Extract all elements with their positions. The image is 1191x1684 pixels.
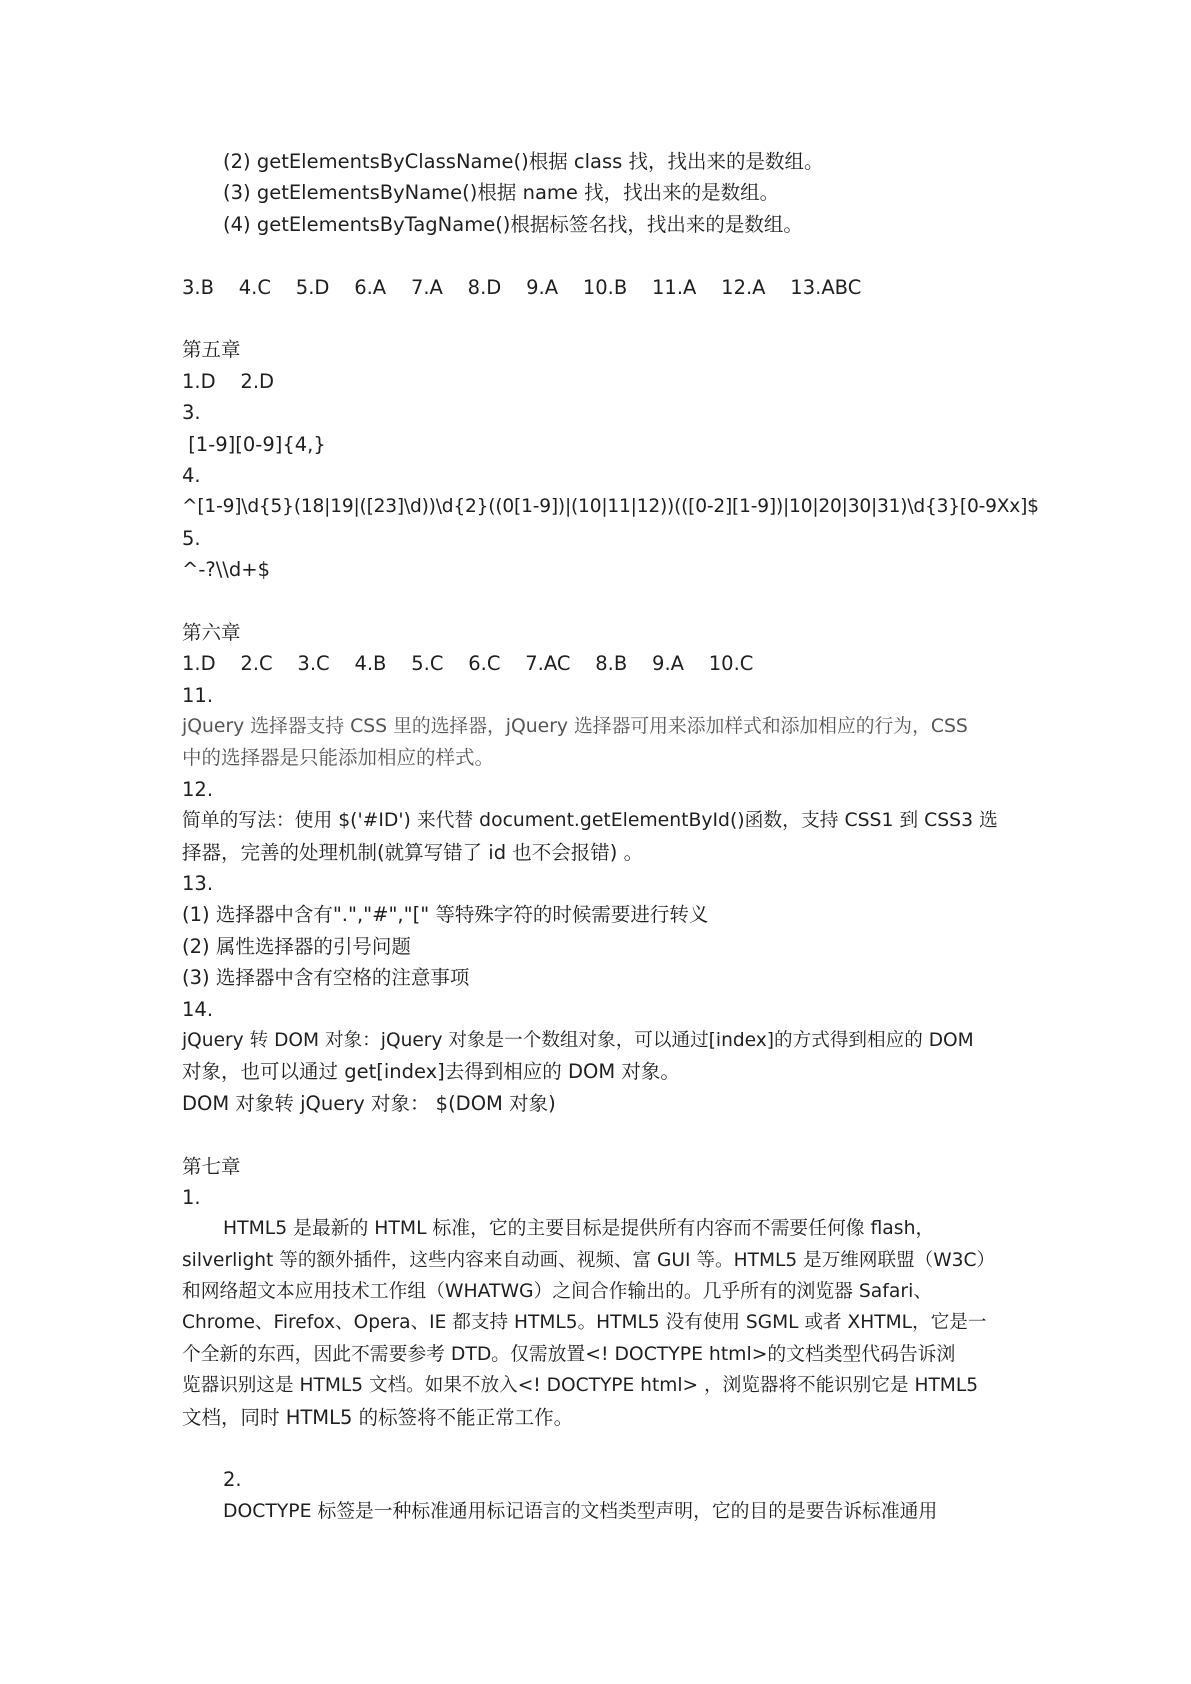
answer-text: jQuery 转 DOM 对象：jQuery 对象是一个数组对象，可以通过[index]的方式得到相应的 DOM — [182, 1029, 974, 1051]
chapter-title: 第六章 — [182, 620, 241, 644]
question-number: 1. — [182, 1185, 201, 1209]
paragraph-line: 览器识别这是 HTML5 文档。如果不放入<! DOCTYPE html> ，浏览器将不能识别它是 HTML5 — [182, 1375, 979, 1397]
answer-text: [1-9][0-9]{4,} — [182, 432, 326, 456]
answer-text: ^[1-9]\d{5}(18|19|([23]\d))\d{2}((0[1-9])|(10|11|12))(([0-2][1-9])|10|20|30|31)\d{3}[0-9Xx]$ — [182, 496, 1039, 518]
question-number: 13. — [182, 871, 214, 895]
paragraph-line: 个全新的东西，因此不需要参考 DTD。仅需放置<! DOCTYPE html>的文档类型代码告诉浏 — [182, 1343, 956, 1365]
list-item: (1) 选择器中含有".","#","[" 等特殊字符的时候需要进行转义 — [182, 903, 709, 927]
answer-text: 中的选择器是只能添加相应的样式。 — [182, 746, 495, 770]
list-item: (3) 选择器中含有空格的注意事项 — [182, 966, 470, 990]
question-number: 5. — [182, 526, 201, 550]
answer-key: 1.D 2.D — [182, 369, 275, 393]
list-item: (4) getElementsByTagName()根据标签名找，找出来的是数组。 — [223, 212, 803, 236]
question-number: 12. — [182, 777, 214, 801]
paragraph-line: DOCTYPE 标签是一种标准通用标记语言的文档类型声明，它的目的是要告诉标准通用 — [223, 1500, 938, 1522]
paragraph-line: silverlight 等的额外插件，这些内容来自动画、视频、富 GUI 等。HTML5 是万维网联盟（W3C） — [182, 1249, 996, 1271]
list-item: (2) 属性选择器的引号问题 — [182, 934, 411, 958]
spacer — [182, 240, 1022, 271]
answer-text: ^-?\\d+$ — [182, 558, 270, 582]
answer-text: 简单的写法：使用 $('#ID') 来代替 document.getElementById()函数，支持 CSS1 到 CSS3 选 — [182, 810, 998, 832]
answer-text: jQuery 选择器支持 CSS 里的选择器，jQuery 选择器可用来添加样式和添加相应的行为，CSS — [182, 716, 968, 738]
answer-key: 1.D 2.C 3.C 4.B 5.C 6.C 7.AC 8.B 9.A 10.C — [182, 652, 754, 676]
paragraph-line: HTML5 是最新的 HTML 标准，它的主要目标是提供所有内容而不需要任何像 flash， — [223, 1218, 935, 1240]
list-item: (2) getElementsByClassName()根据 class 找，找出来的是数组。 — [223, 150, 824, 173]
answer-text: 对象，也可以通过 get[index]去得到相应的 DOM 对象。 — [182, 1060, 680, 1084]
answer-text: DOM 对象转 jQuery 对象： $(DOM 对象) — [182, 1091, 556, 1115]
spacer — [182, 585, 1022, 616]
question-number: 11. — [182, 683, 214, 707]
question-number: 2. — [223, 1468, 242, 1492]
paragraph-line: 和网络超文本应用技术工作组（WHATWG）之间合作输出的。几乎所有的浏览器 Safari、 — [182, 1281, 933, 1303]
question-number: 14. — [182, 997, 214, 1021]
question-number: 3. — [182, 401, 201, 425]
spacer — [182, 1119, 1022, 1150]
spacer — [182, 1433, 1022, 1464]
chapter-title: 第五章 — [182, 338, 241, 362]
chapter-title: 第七章 — [182, 1154, 241, 1178]
spacer — [182, 303, 1022, 334]
list-item: (3) getElementsByName()根据 name 找，找出来的是数组。 — [223, 181, 780, 205]
answer-key: 3.B 4.C 5.D 6.A 7.A 8.D 9.A 10.B 11.A 12.A 13.ABC — [182, 275, 862, 299]
question-number: 4. — [182, 463, 201, 487]
document-page — [182, 146, 1039, 1527]
paragraph-line: 文档，同时 HTML5 的标签将不能正常工作。 — [182, 1405, 574, 1429]
answer-text: 择器，完善的处理机制(就算写错了 id 也不会报错) 。 — [182, 840, 644, 864]
paragraph-line: Chrome、Firefox、Opera、IE 都支持 HTML5。HTML5 没有使用 SGML 或者 XHTML，它是一 — [182, 1312, 987, 1334]
